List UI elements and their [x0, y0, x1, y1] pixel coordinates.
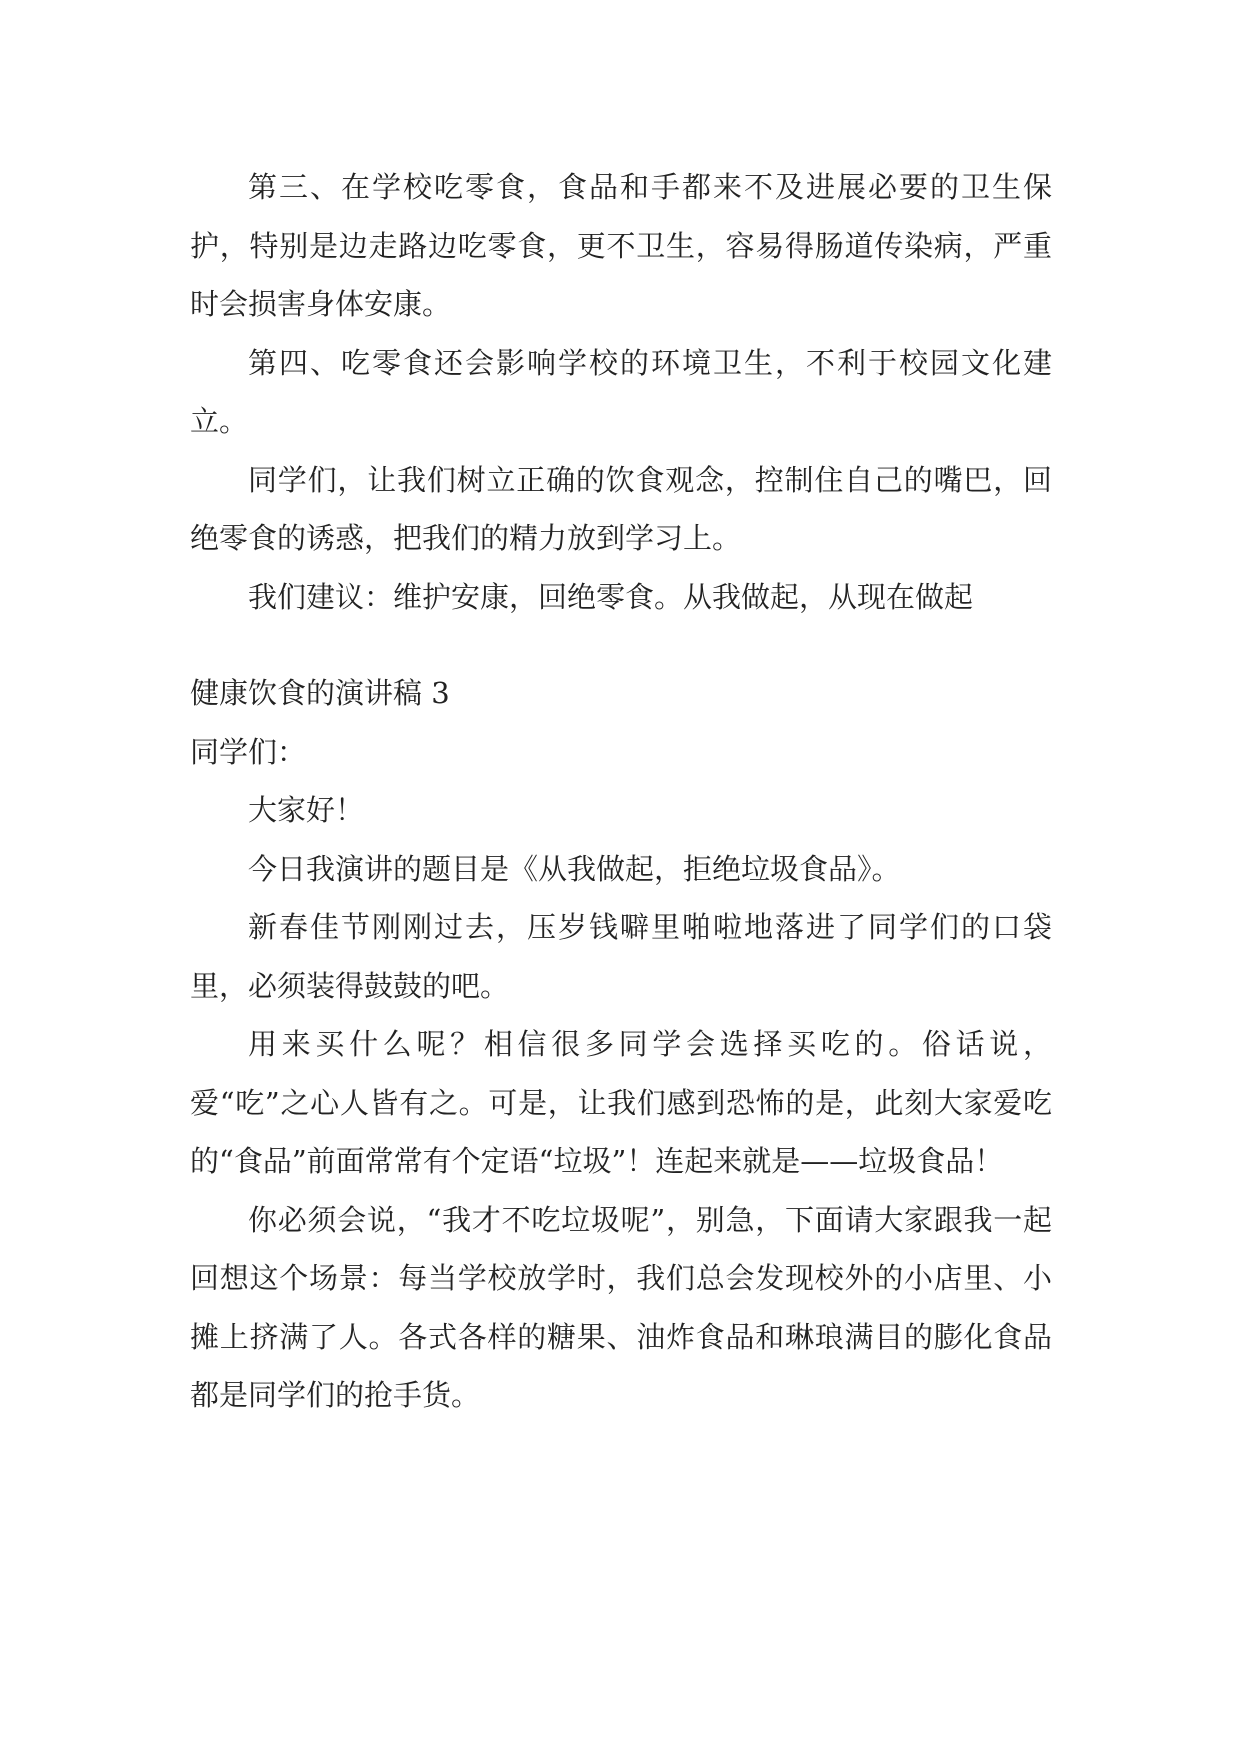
document-body	[190, 158, 1052, 1425]
paragraph-appeal: 同学们，让我们树立正确的饮食观念，控制住自己的嘴巴，回绝零食的诱惑，把我们的精力放到学习上。	[190, 462, 1052, 555]
paragraph-greeting: 大家好！	[248, 793, 365, 827]
paragraph-new-year: 新春佳节刚刚过去，压岁钱噼里啪啦地落进了同学们的口袋里，必须装得鼓鼓的吧。	[190, 910, 1052, 1003]
paragraph-fourth-point: 第四、吃零食还会影响学校的环境卫生，不利于校园文化建立。	[190, 345, 1052, 438]
paragraph-junk-food: 用来买什么呢？相信很多同学会选择买吃的。俗话说，爱“吃”之心人皆有之。可是，让我们感到恐怖的是，此刻大家爱吃的“食品”前面常常有个定语“垃圾”！连起来就是——垃圾食品！	[190, 1027, 1052, 1178]
paragraph-scene: 你必须会说，“我才不吃垃圾呢”，别急，下面请大家跟我一起回想这个场景：每当学校放学时，我们总会发现校外的小店里、小摊上挤满了人。各式各样的糖果、油炸食品和琳琅满目的膨化食品都是同学们的抢手货。	[190, 1202, 1052, 1412]
section-title: 健康饮食的演讲稿 3	[190, 676, 450, 710]
paragraph-topic: 今日我演讲的题目是《从我做起，拒绝垃圾食品》。	[248, 851, 901, 886]
paragraph-third-point: 第三、在学校吃零食，食品和手都来不及进展必要的卫生保护，特别是边走路边吃零食，更不卫生，容易得肠道传染病，严重时会损害身体安康。	[190, 170, 1052, 321]
paragraph-proposal: 我们建议：维护安康，回绝零食。从我做起，从现在做起	[248, 579, 974, 614]
salutation: 同学们：	[190, 734, 307, 769]
